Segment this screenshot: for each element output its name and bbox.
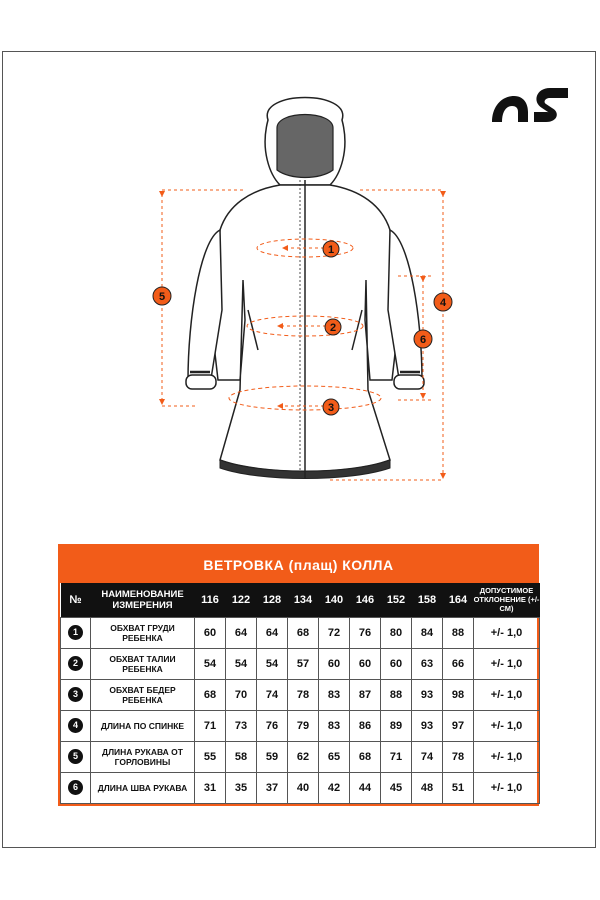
col-header-size: 164: [448, 593, 468, 606]
size-value-cell: 76: [257, 710, 288, 741]
size-value-cell: 70: [226, 679, 257, 710]
row-number-cell: [61, 710, 91, 741]
size-value-cell: 58: [226, 741, 257, 772]
row-number-badge: 3: [68, 687, 83, 702]
size-value-cell: 89: [381, 710, 412, 741]
size-value-cell: 42: [319, 772, 350, 803]
size-value-cell: 87: [350, 679, 381, 710]
table-title: ВЕТРОВКА (плащ) КОЛЛА: [60, 546, 537, 583]
size-value-cell: 74: [257, 679, 288, 710]
size-value-cell: 40: [288, 772, 319, 803]
col-header-size: 146: [355, 593, 375, 606]
row-number-badge: 4: [68, 718, 83, 733]
size-value-cell: 59: [257, 741, 288, 772]
col-header-size: 134: [293, 593, 313, 606]
col-header-tolerance: ДОПУСТИМОЕ ОТКЛОНЕНИЕ (+/-СМ): [473, 586, 540, 614]
size-value-cell: 55: [195, 741, 226, 772]
col-header-size: 122: [231, 593, 251, 606]
tolerance-cell: +/- 1,0: [474, 617, 540, 648]
size-value-cell: 31: [195, 772, 226, 803]
size-value-cell: 80: [381, 617, 412, 648]
size-value-cell: 57: [288, 648, 319, 679]
size-value-cell: 66: [443, 648, 474, 679]
size-value-cell: 79: [288, 710, 319, 741]
size-value-cell: 88: [381, 679, 412, 710]
size-value-cell: 71: [381, 741, 412, 772]
tolerance-cell: +/- 1,0: [474, 710, 540, 741]
size-value-cell: 73: [226, 710, 257, 741]
svg-text:4: 4: [439, 297, 447, 309]
size-value-cell: 48: [412, 772, 443, 803]
row-number-cell: [61, 772, 91, 803]
badge-6: [414, 330, 432, 348]
col-header-size: 116: [201, 593, 219, 606]
svg-text:1: 1: [327, 244, 335, 256]
size-value-cell: 54: [195, 648, 226, 679]
size-value-cell: 86: [350, 710, 381, 741]
size-value-cell: 65: [319, 741, 350, 772]
tolerance-cell: +/- 1,0: [474, 741, 540, 772]
badge-2: [325, 319, 341, 335]
size-value-cell: 88: [443, 617, 474, 648]
col-header-size: 152: [386, 593, 406, 606]
row-number-badge: 1: [68, 625, 83, 640]
brand-logo: [488, 82, 572, 124]
size-value-cell: 51: [443, 772, 474, 803]
size-value-cell: 37: [257, 772, 288, 803]
size-value-cell: 93: [412, 710, 443, 741]
svg-text:5: 5: [158, 291, 166, 303]
size-value-cell: 68: [350, 741, 381, 772]
size-value-cell: 62: [288, 741, 319, 772]
measurement-name-cell: ОБХВАТ БЕДЕР РЕБЕНКА: [91, 679, 195, 710]
size-value-cell: 54: [226, 648, 257, 679]
measurement-name-cell: ДЛИНА ПО СПИНКЕ: [91, 710, 195, 741]
measurement-name-cell: ОБХВАТ ТАЛИИ РЕБЕНКА: [91, 648, 195, 679]
size-value-cell: 78: [288, 679, 319, 710]
col-header-size: 158: [417, 593, 437, 606]
size-value-cell: 45: [381, 772, 412, 803]
tolerance-cell: +/- 1,0: [474, 772, 540, 803]
size-value-cell: 68: [195, 679, 226, 710]
table-row: [61, 617, 540, 648]
measurement-name-cell: ДЛИНА ШВА РУКАВА: [91, 772, 195, 803]
size-value-cell: 63: [412, 648, 443, 679]
size-value-cell: 71: [195, 710, 226, 741]
table-row: [61, 741, 540, 772]
row-number-badge: 6: [68, 780, 83, 795]
size-value-cell: 60: [381, 648, 412, 679]
svg-text:2: 2: [329, 322, 337, 334]
size-value-cell: 64: [257, 617, 288, 648]
measurement-name-cell: ОБХВАТ ГРУДИ РЕБЕНКА: [91, 617, 195, 648]
jacket-illustration: [140, 80, 470, 490]
size-value-cell: 60: [195, 617, 226, 648]
col-header-size: 128: [262, 593, 282, 606]
col-header-name: НАИМЕНОВАНИЕ ИЗМЕРЕНИЯ: [101, 588, 184, 611]
col-header-size: 140: [324, 593, 344, 606]
table-header-row: [61, 583, 540, 617]
size-value-cell: 72: [319, 617, 350, 648]
size-value-cell: 83: [319, 710, 350, 741]
measurements-table: [60, 583, 540, 804]
badge-1: [323, 241, 339, 257]
badge-4: [434, 293, 452, 311]
size-value-cell: 60: [319, 648, 350, 679]
size-value-cell: 93: [412, 679, 443, 710]
row-number-badge: 2: [68, 656, 83, 671]
svg-text:3: 3: [327, 402, 335, 414]
row-number-badge: 5: [68, 749, 83, 764]
col-header-number: №: [69, 593, 82, 606]
size-value-cell: 44: [350, 772, 381, 803]
table-row: [61, 648, 540, 679]
row-number-cell: [61, 679, 91, 710]
measurement-name-cell: ДЛИНА РУКАВА ОТ ГОРЛОВИНЫ: [91, 741, 195, 772]
svg-text:6: 6: [419, 334, 427, 346]
badge-3: [323, 399, 339, 415]
size-value-cell: 68: [288, 617, 319, 648]
size-value-cell: 78: [443, 741, 474, 772]
table-row: [61, 772, 540, 803]
row-number-cell: [61, 648, 91, 679]
size-value-cell: 83: [319, 679, 350, 710]
table-row: [61, 710, 540, 741]
size-value-cell: 98: [443, 679, 474, 710]
size-value-cell: 84: [412, 617, 443, 648]
size-value-cell: 76: [350, 617, 381, 648]
size-table: [58, 544, 539, 806]
size-value-cell: 35: [226, 772, 257, 803]
table-row: [61, 679, 540, 710]
size-value-cell: 60: [350, 648, 381, 679]
tolerance-cell: +/- 1,0: [474, 679, 540, 710]
row-number-cell: [61, 741, 91, 772]
size-value-cell: 64: [226, 617, 257, 648]
badge-5: [153, 287, 171, 305]
size-value-cell: 74: [412, 741, 443, 772]
size-value-cell: 97: [443, 710, 474, 741]
tolerance-cell: +/- 1,0: [474, 648, 540, 679]
row-number-cell: [61, 617, 91, 648]
size-value-cell: 54: [257, 648, 288, 679]
